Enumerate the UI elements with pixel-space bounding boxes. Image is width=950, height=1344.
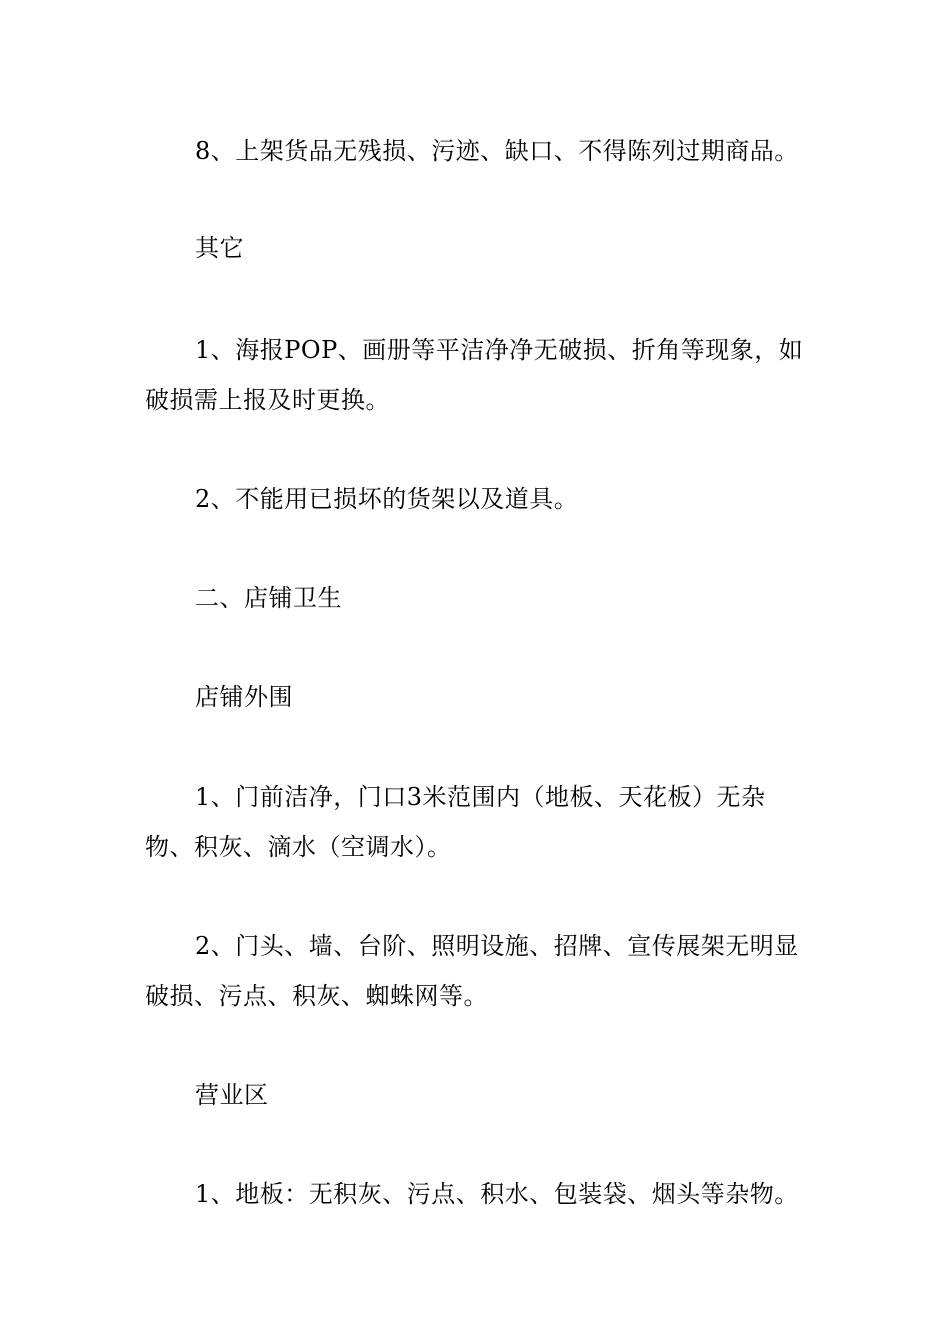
section-heading-store-hygiene: 二、店铺卫生	[195, 584, 342, 612]
paragraph-item-8: 8、上架货品无残损、污迹、缺口、不得陈列过期商品。	[195, 137, 799, 165]
paragraph-poster-rule: 1、海报POP、画册等平洁净净无破损、折角等现象，如破损需上报及时更换。	[145, 336, 804, 414]
paragraph-facade-rule: 2、门头、墙、台阶、照明设施、招牌、宣传展架无明显破损、污点、积灰、蜘蛛网等。	[145, 932, 799, 1010]
section-heading-store-exterior: 店铺外围	[195, 683, 293, 711]
paragraph-shelf-rule: 2、不能用已损坏的货架以及道具。	[195, 485, 579, 513]
section-heading-business-area: 营业区	[195, 1081, 269, 1109]
section-heading-other: 其它	[195, 234, 244, 262]
paragraph-entrance-rule: 1、门前洁净，门口3米范围内（地板、天花板）无杂物、积灰、滴水（空调水）。	[145, 783, 766, 861]
paragraph-floor-rule: 1、地板：无积灰、污点、积水、包装袋、烟头等杂物。	[195, 1180, 799, 1208]
